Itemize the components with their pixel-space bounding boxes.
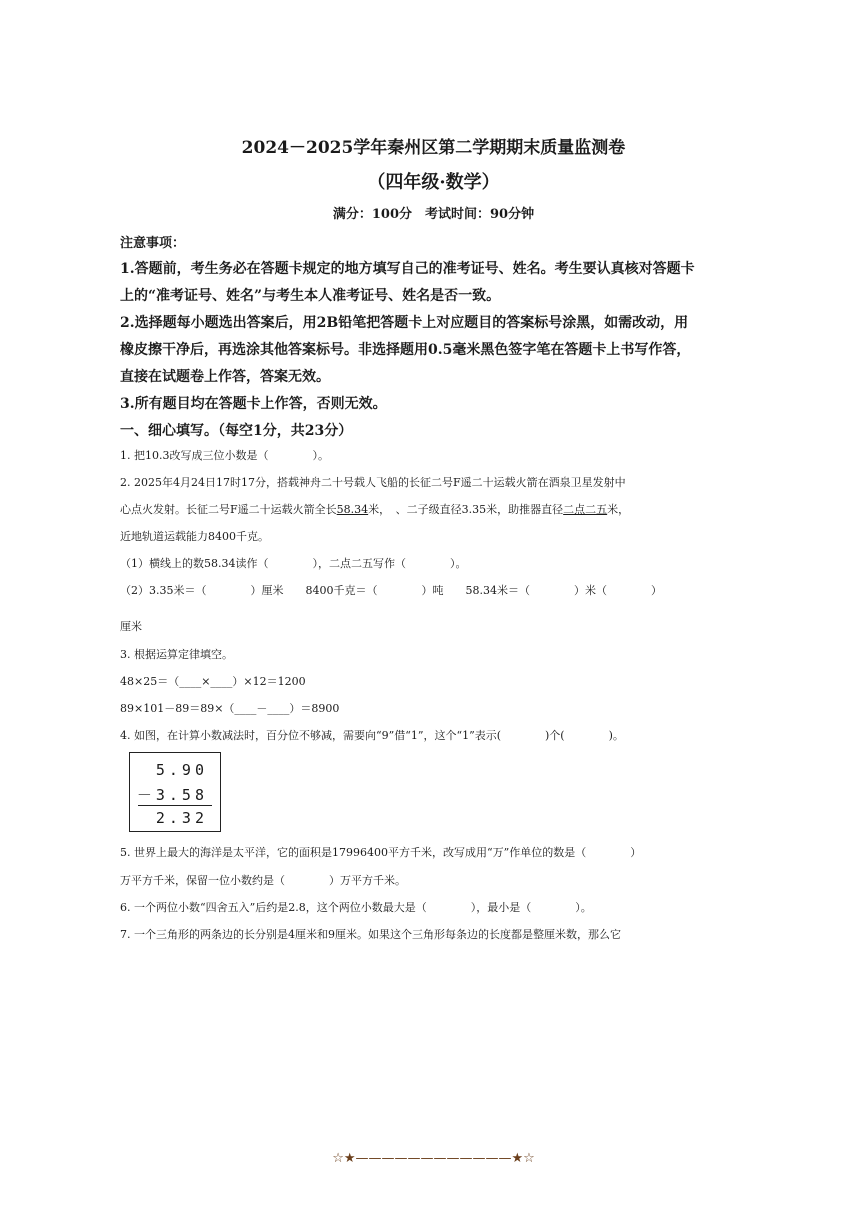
question-2-line-3: 近地轨道运载能力8400千克。 (120, 530, 269, 543)
question-2-sub-2-cont: 厘米 (120, 620, 142, 633)
notice-line-3: 2.选择题每小题选出答案后，用2B铅笔把答题卡上对应题目的答案标号涂黑，如需改动，用 (120, 315, 689, 331)
score-and-time: 满分：100分 考试时间：90分钟 (332, 207, 535, 222)
notice-line-1: 1.答题前，考生务必在答题卡规定的地方填写自己的准考证号、姓名。考生要认真核对答题卡 (120, 261, 695, 277)
question-3-eq-a: 48×25＝（____×____）×12＝1200 (120, 675, 306, 688)
exam-title: 2024－2025学年秦州区第二学期期末质量监测卷 (241, 138, 626, 158)
question-3-eq-b: 89×101－89＝89×（____－____）＝8900 (120, 702, 340, 715)
q2-text-e: 米， (607, 503, 630, 516)
notice-line-5: 直接在试题卷上作答，答案无效。 (120, 369, 330, 385)
exam-subtitle: （四年级·数学） (367, 172, 500, 193)
q2-underlined-number: 58.34 (336, 503, 369, 516)
question-3: 3. 根据运算定律填空。 (120, 648, 233, 661)
section-1-heading: 一、细心填写。（每空1分，共23分） (120, 423, 353, 439)
result-line (138, 805, 212, 806)
subtraction-figure (129, 752, 221, 832)
subtrahend: －3.58 (136, 786, 208, 804)
q2-text-c: 米， 、二子级直径3.35米，助推器直径 (368, 503, 564, 516)
question-1: 1. 把10.3改写成三位小数是（ ）。 (120, 449, 329, 462)
notice-line-4: 橡皮擦干净后，再选涂其他答案标号。非选择题用0.5毫米黑色签字笔在答题卡上书写作答， (120, 342, 691, 358)
question-2-line-2 (120, 501, 629, 517)
minuend: 5.90 (155, 761, 208, 779)
question-7: 7. 一个三角形的两条边的长分别是4厘米和9厘米。如果这个三角形每条边的长度都是整厘米数，那么它 (120, 928, 621, 941)
q2-underlined-words: 二点二五 (563, 503, 608, 516)
question-2-sub-1: （1）横线上的数58.34读作（ ），二点二五写作（ ）。 (120, 557, 467, 570)
question-5-line-2: 万平方千米，保留一位小数约是（ ）万平方千米。 (120, 874, 406, 887)
question-5-line-1: 5. 世界上最大的海洋是太平洋，它的面积是17996400平方千米，改写成用“万”作单位的数是（ ） (120, 846, 642, 859)
question-6: 6. 一个两位小数“四舍五入”后约是2.8，这个两位小数最大是（ ），最小是（ ）。 (120, 901, 592, 914)
question-4: 4. 如图，在计算小数减法时，百分位不够减，需要向“9”借“1”，这个“1”表示( )个( )。 (120, 729, 624, 742)
footer-ornament: ☆★————————————★☆ (332, 1151, 535, 1166)
q2-text-a: 心点火发射。长征二号F遥二十运载火箭全长 (120, 503, 337, 516)
question-2-line-1: 2. 2025年4月24日17时17分，搭载神舟二十号载人飞船的长征二号F遥二十运载火箭在酒泉卫星发射中 (120, 476, 626, 489)
notice-heading: 注意事项： (120, 236, 186, 251)
difference: 2.32 (155, 809, 208, 827)
notice-line-6: 3.所有题目均在答题卡上作答，否则无效。 (120, 396, 387, 412)
question-2-sub-2: （2）3.35米＝（ ）厘米 8400千克＝（ ）吨 58.34米＝（ ）米（ ） (120, 584, 662, 597)
notice-line-2: 上的“准考证号、姓名”与考生本人准考证号、姓名是否一致。 (120, 288, 501, 304)
